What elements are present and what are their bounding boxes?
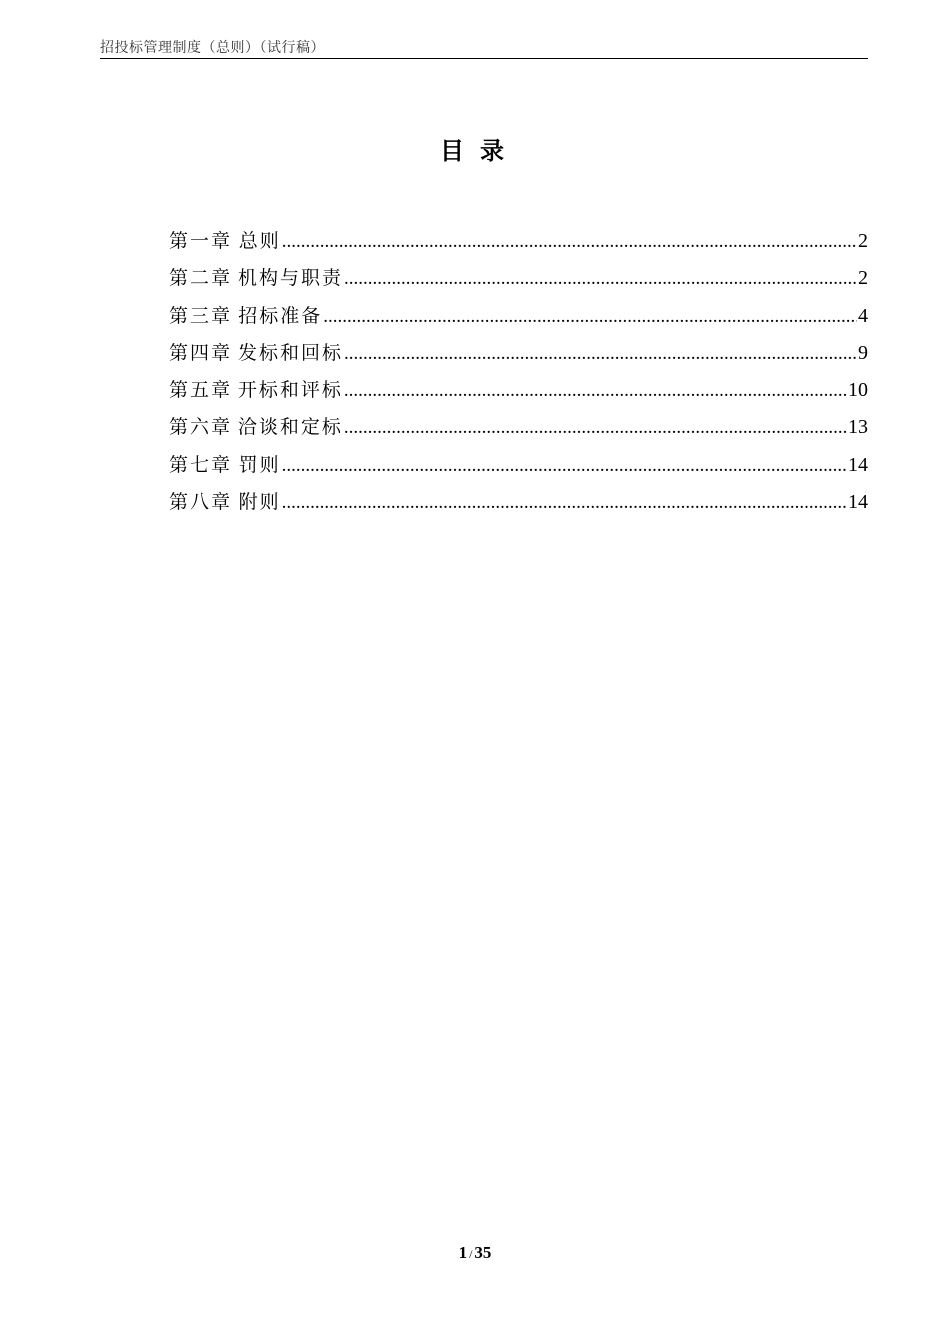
toc-chapter-name: 总则: [238, 230, 281, 252]
toc-chapter-number: 第七章: [169, 453, 233, 476]
toc-entry-chapter-1[interactable]: [169, 226, 868, 263]
toc-page-number: 2: [858, 267, 868, 290]
toc-chapter-number: 第八章: [169, 491, 233, 514]
toc-page-number: 4: [858, 304, 868, 327]
toc-leader-dots: [344, 376, 847, 406]
footer-page-total: 35: [474, 1243, 492, 1262]
toc-page-number: 9: [858, 341, 868, 364]
toc-chapter-name: 开标和评标: [237, 379, 343, 402]
toc-chapter-name: 机构与职责: [238, 267, 344, 290]
toc-chapter-number: 第四章: [169, 341, 233, 364]
page-header: [100, 38, 868, 59]
toc-leader-dots: [344, 413, 847, 443]
header-title: 招投标管理制度（总则）（试行稿）: [100, 40, 325, 56]
toc-entry-chapter-7[interactable]: [169, 450, 868, 487]
toc-chapter-name: 发标和回标: [238, 341, 344, 364]
toc-leader-dots: [282, 227, 857, 257]
footer-page-separator: /: [469, 1247, 473, 1261]
toc-leader-dots: [344, 339, 857, 369]
toc-page-number: 14: [848, 491, 868, 514]
toc-leader-dots: [323, 302, 857, 332]
toc-chapter-name: 招标准备: [238, 304, 323, 327]
footer-page-current: 1: [458, 1243, 468, 1262]
toc-page-number: 14: [848, 453, 868, 476]
toc-chapter-number: 第五章: [169, 379, 233, 402]
toc-entry-chapter-6[interactable]: [169, 412, 868, 449]
toc-entry-chapter-4[interactable]: [169, 338, 868, 375]
toc-leader-dots: [344, 264, 857, 294]
toc-chapter-number: 第三章: [169, 304, 233, 327]
toc-page-number: 13: [848, 416, 868, 439]
toc-entry-chapter-8[interactable]: [169, 487, 868, 524]
toc-leader-dots: [282, 451, 847, 481]
toc-chapter-number: 第一章: [169, 230, 233, 252]
toc-leader-dots: [282, 488, 847, 518]
toc-page-number: 10: [848, 379, 868, 402]
toc-title: 目录: [440, 136, 520, 165]
toc-chapter-number: 第六章: [169, 416, 233, 439]
toc-page-number: 2: [858, 230, 868, 252]
toc-chapter-number: 第二章: [169, 267, 233, 290]
toc-entry-chapter-5[interactable]: [169, 375, 868, 412]
toc-entry-chapter-3[interactable]: [169, 301, 868, 338]
toc-chapter-name: 洽谈和定标: [237, 416, 343, 439]
toc-chapter-name: 罚则: [238, 453, 281, 476]
toc-chapter-name: 附则: [238, 491, 281, 514]
toc-entry-chapter-2[interactable]: [169, 263, 868, 300]
table-of-contents: [169, 226, 868, 524]
page-footer: [0, 1242, 950, 1265]
